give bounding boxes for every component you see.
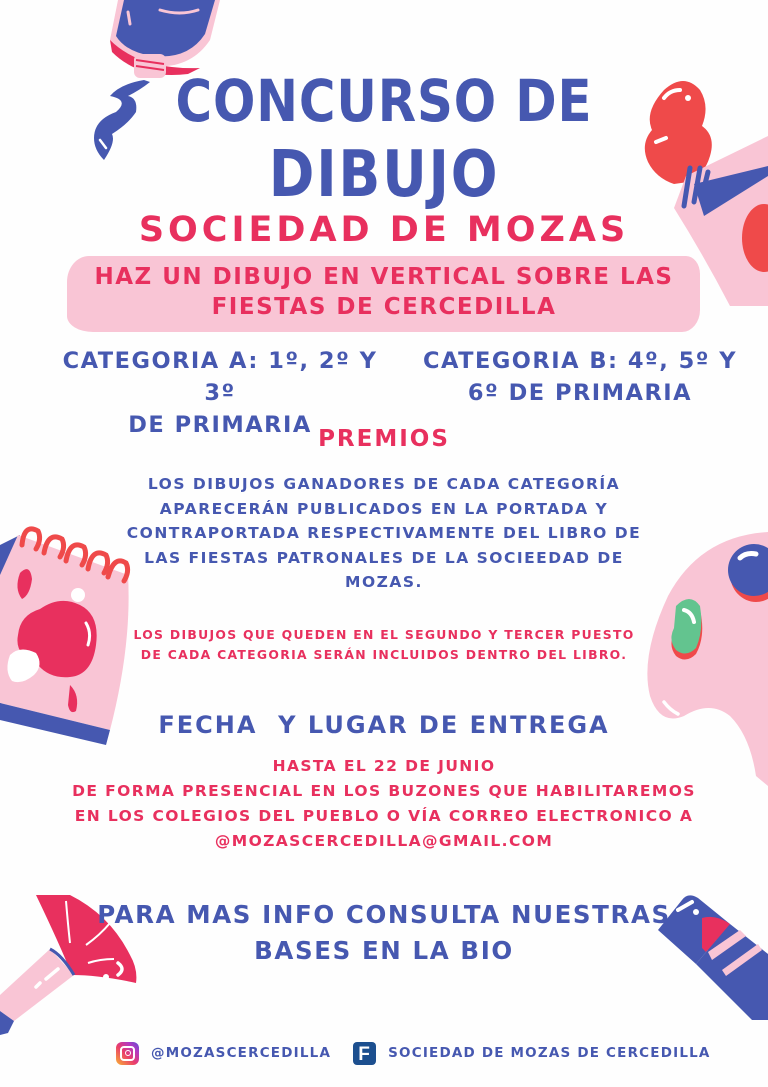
prizes-secondary-line: DE CADA CATEGORIA SERÁN INCLUIDOS DENTRO DEL LIBRO. <box>140 647 628 662</box>
instruction-line-2: FIESTAS DE CERCEDILLA <box>211 294 557 320</box>
title-line-1: CONCURSO DE <box>175 67 593 135</box>
delivery-line: DE FORMA PRESENCIAL EN LOS BUZONES QUE HABILITAREMOS <box>72 782 696 800</box>
instagram-handle: @MOZASCERCEDILLA <box>151 1045 332 1061</box>
prizes-secondary-line: LOS DIBUJOS QUE QUEDEN EN EL SEGUNDO Y TERCER PUESTO <box>133 627 635 642</box>
prizes-description <box>0 472 768 595</box>
facebook-icon: F <box>353 1042 376 1065</box>
prizes-heading: PREMIOS <box>318 426 450 452</box>
prizes-line: CONTRAPORTADA RESPECTIVAMENTE DEL LIBRO DE <box>126 524 642 542</box>
category-b-line-1: CATEGORIA B: 4º, 5º Y <box>422 348 738 374</box>
category-a-line-1: CATEGORIA A: 1º, 2º Y 3º <box>62 348 378 406</box>
social-footer <box>116 1040 711 1066</box>
prizes-line: LAS FIESTAS PATRONALES DE LA SOCIEEDAD DE <box>144 548 624 567</box>
title-line-2: DIBUJO <box>268 138 500 212</box>
prizes-line: APARECERÁN PUBLICADOS EN LA PORTADA Y <box>159 499 609 518</box>
organizer-subtitle: SOCIEDAD DE MOZAS <box>138 210 630 250</box>
prizes-secondary <box>0 625 768 665</box>
more-info-line-2: BASES EN LA BIO <box>254 936 514 965</box>
delivery-heading: FECHA Y LUGAR DE ENTREGA <box>158 711 610 739</box>
instruction-text <box>0 262 768 322</box>
more-info-line-1: PARA MAS INFO CONSULTA NUESTRAS <box>97 900 671 929</box>
instruction-line-1: HAZ UN DIBUJO EN VERTICAL SOBRE LAS <box>94 264 674 290</box>
delivery-details <box>0 754 768 854</box>
facebook-page-name: SOCIEDAD DE MOZAS DE CERCEDILLA <box>388 1045 711 1061</box>
category-b <box>420 345 740 409</box>
category-b-line-2: 6º DE PRIMARIA <box>467 380 693 406</box>
delivery-deadline: HASTA EL 22 DE JUNIO <box>272 757 496 775</box>
delivery-line: EN LOS COLEGIOS DEL PUEBLO O VÍA CORREO ELECTRONICO A <box>74 807 694 825</box>
prizes-line: LOS DIBUJOS GANADORES DE CADA CATEGORÍA <box>147 475 621 493</box>
category-a-line-2: DE PRIMARIA <box>128 412 312 438</box>
delivery-email: @MOZASCERCEDILLA@GMAIL.COM <box>214 832 554 850</box>
prizes-line: MOZAS. <box>345 573 423 591</box>
more-info <box>0 897 768 969</box>
instagram-icon <box>116 1042 139 1065</box>
